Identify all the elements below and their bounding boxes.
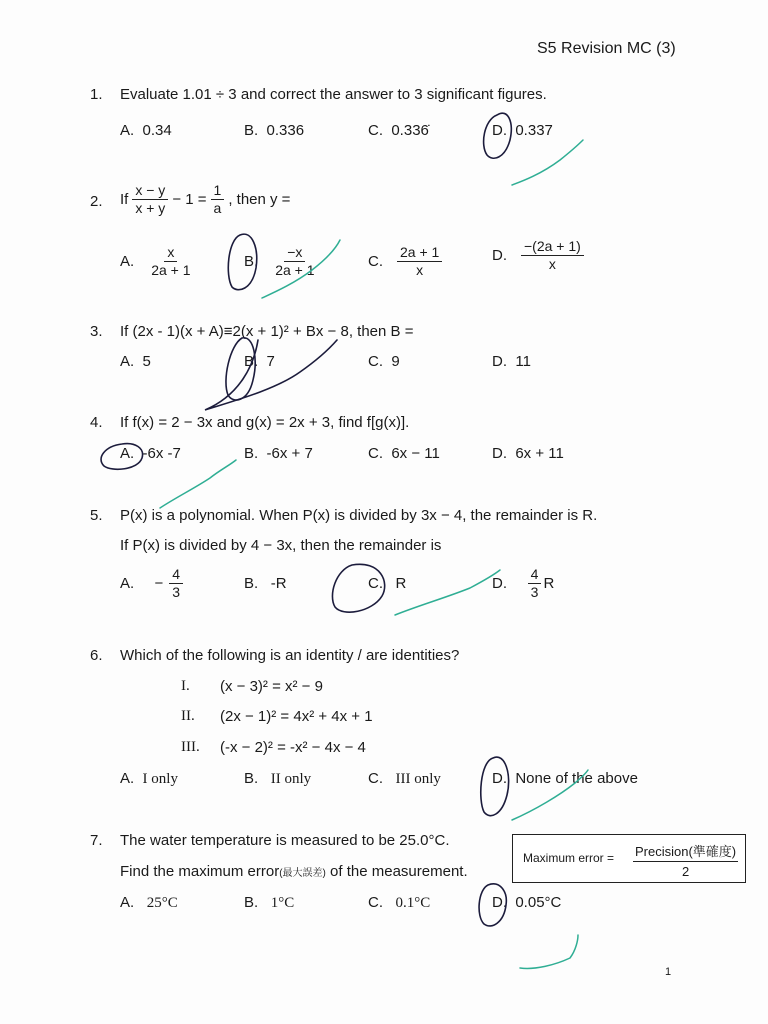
q2-fraction-2: $\frac{1}{a}$	[211, 182, 225, 217]
q1-option-d[interactable]	[492, 122, 553, 139]
q7-number: 7.	[90, 832, 103, 849]
q7-option-c[interactable]: C. 0.1°C	[368, 894, 431, 911]
q1-text: Evaluate 1.01 ÷ 3 and correct the answer to 3 significant figures.	[120, 86, 547, 103]
q2-option-c[interactable]: C. $\frac{2a + 1}{x}$	[368, 244, 442, 279]
q3-option-d[interactable]: D. 11	[492, 353, 531, 370]
q2-option-b[interactable]: B. $\frac{-x}{2a + 1}$	[244, 244, 315, 278]
q4-text: If f(x) = 2 − 3x and g(x) = 2x + 3, find f[g(x)].	[120, 414, 410, 431]
q6-item-statement: (2x − 1)² = 4x² + 4x + 1	[220, 708, 373, 725]
q7-option-a[interactable]: A. 25°C	[120, 894, 178, 911]
option-label: B.	[244, 122, 259, 139]
formula-box	[512, 834, 746, 883]
q4-number: 4.	[90, 414, 103, 431]
q3-option-c[interactable]: C. 9	[368, 353, 400, 370]
option-label: D.	[492, 122, 507, 139]
q6-item-roman: III.	[181, 739, 200, 755]
option-label: A.	[120, 122, 135, 139]
q7-line-1: The water temperature is measured to be 25.0°C.	[120, 832, 450, 849]
q1-option-c[interactable]	[368, 122, 429, 139]
q3-text: If (2x - 1)(x + A)≡2(x + 1)² + Bx − 8, then B =	[120, 323, 414, 340]
formula-fraction: Precision(準確度) 2	[633, 841, 738, 879]
q7-option-b[interactable]: B. 1°C	[244, 894, 295, 911]
tick-mark	[520, 935, 578, 968]
q1-number: 1.	[90, 86, 103, 103]
q4-option-d[interactable]: D. 6x + 11	[492, 445, 564, 462]
tick-mark	[395, 570, 500, 615]
q6-item-statement: (x − 3)² = x² − 9	[220, 678, 323, 695]
q6-option-b[interactable]: B. II only	[244, 770, 312, 787]
tick-mark	[160, 460, 236, 508]
option-value: 0.336	[266, 122, 305, 139]
q6-number: 6.	[90, 647, 103, 664]
q3-option-a[interactable]: A. 5	[120, 353, 151, 370]
q1-option-b[interactable]	[244, 122, 304, 139]
q6-option-c[interactable]: C. III only	[368, 770, 441, 787]
option-value: 0.336̇	[391, 122, 429, 139]
q6-option-d[interactable]: D. None of the above	[492, 770, 638, 787]
q2-option-d[interactable]: D. $\frac{-(2a + 1)}{x}$	[492, 238, 584, 273]
pen-stroke	[205, 340, 337, 410]
q4-option-a[interactable]: A. -6x -7	[120, 445, 181, 462]
option-value: 0.34	[142, 122, 172, 139]
q6-item-statement: (-x − 2)² = -x² − 4x − 4	[220, 739, 366, 756]
q2-text: If $\frac{x - y}{x + y}$ − 1 = $\frac{1}{a}$ , then y =	[120, 182, 291, 216]
q1-option-a[interactable]	[120, 122, 172, 139]
tick-mark	[512, 140, 583, 185]
q5-option-d[interactable]: D. $\frac{4}{3}$ R	[492, 566, 555, 600]
q3-number: 3.	[90, 323, 103, 340]
q6-option-a[interactable]: A. I only	[120, 770, 178, 787]
q5-option-c[interactable]: C. R	[368, 575, 407, 592]
q5-option-a[interactable]: A. − $\frac{4}{3}$	[120, 566, 183, 601]
q6-item-roman: II.	[181, 708, 195, 724]
q4-option-c[interactable]: C. 6x − 11	[368, 445, 440, 462]
q4-option-b[interactable]: B. -6x + 7	[244, 445, 313, 462]
q2-option-a[interactable]: A. $\frac{x}{2a + 1}$	[120, 244, 191, 278]
q5-line-2: If P(x) is divided by 4 − 3x, then the remainder is	[120, 537, 442, 554]
q5-line-1: P(x) is a polynomial. When P(x) is divided by 3x − 4, the remainder is R.	[120, 507, 598, 524]
q5-number: 5.	[90, 507, 103, 524]
page-header: S5 Revision MC (3)	[537, 40, 676, 57]
option-value: 0.337	[515, 122, 553, 139]
q2-number: 2.	[90, 193, 103, 210]
q7-option-d[interactable]: D. 0.05°C	[492, 894, 562, 911]
q5-option-b[interactable]: B. -R	[244, 575, 287, 592]
formula-label: Maximum error =	[523, 851, 615, 865]
q6-item-roman: I.	[181, 678, 190, 694]
q3-option-b[interactable]: B. 7	[244, 353, 275, 370]
q6-text: Which of the following is an identity / are identities?	[120, 647, 460, 664]
option-label: C.	[368, 122, 383, 139]
q7-line-2: Find the maximum error(最大誤差) of the measurement.	[120, 863, 468, 880]
page-number: 1	[665, 966, 672, 978]
q2-fraction-1: $\frac{x - y}{x + y}$	[132, 182, 168, 217]
